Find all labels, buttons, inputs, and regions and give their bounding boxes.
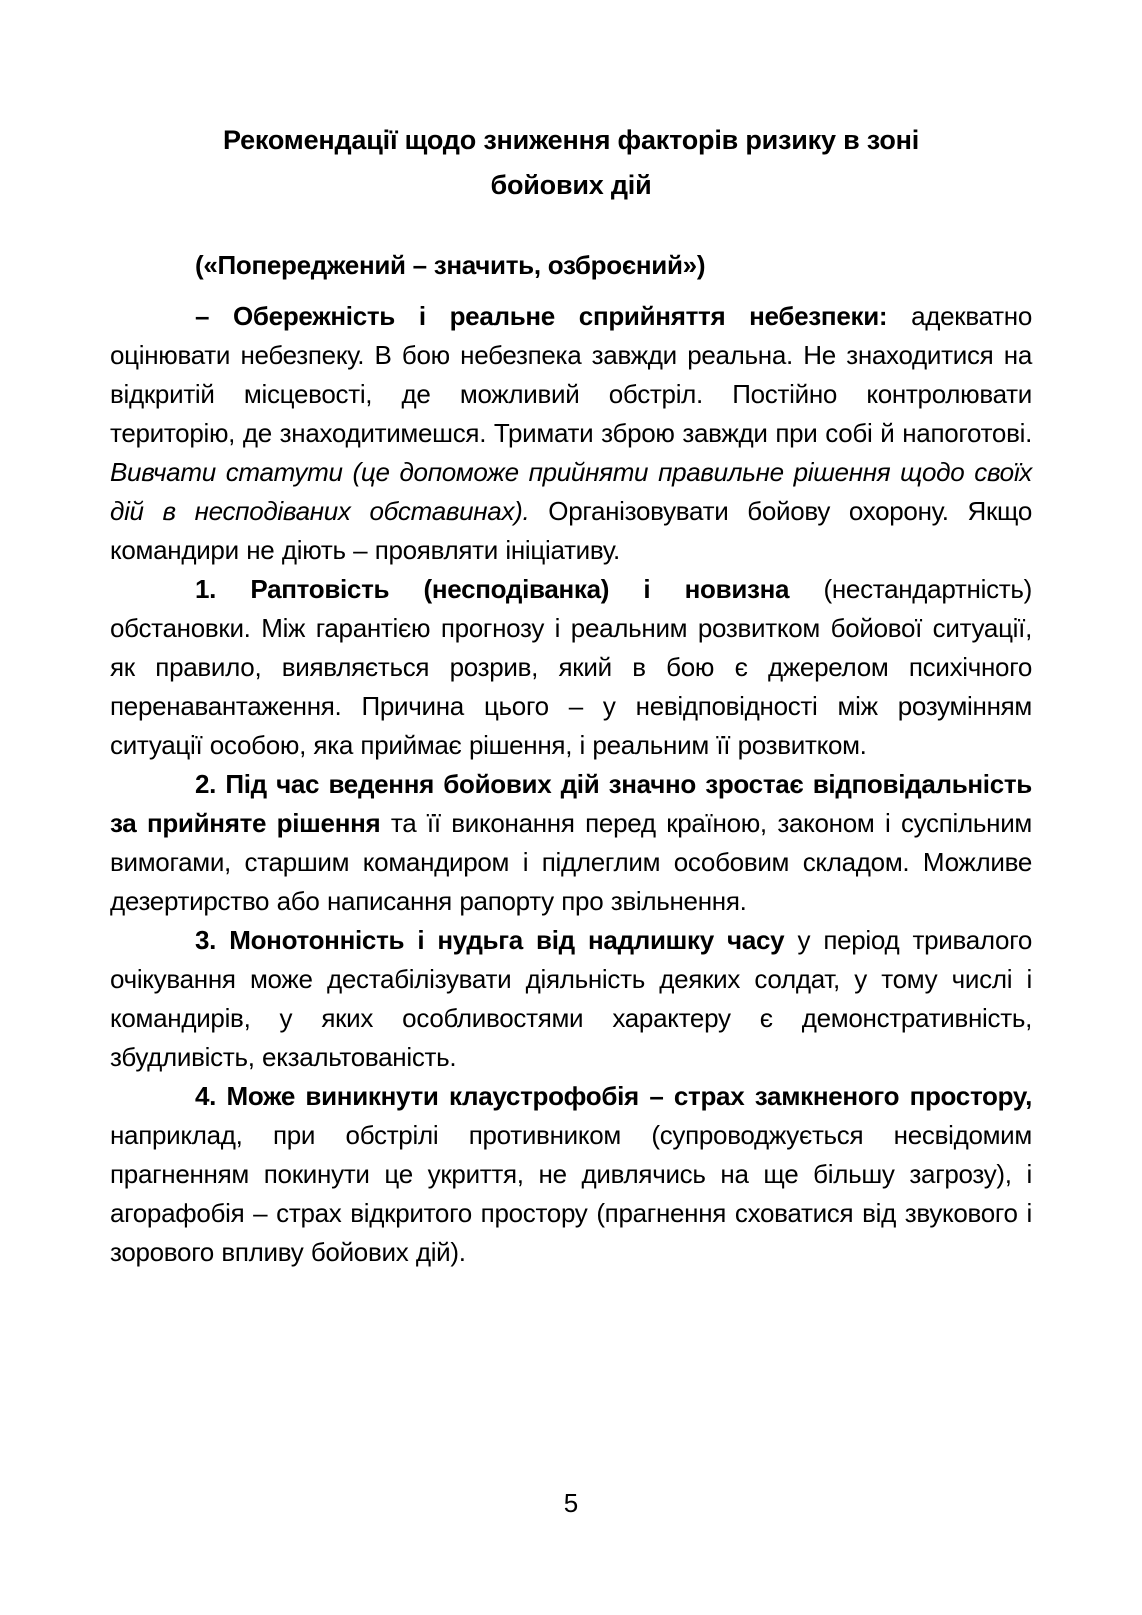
text-run: адекватно оцінювати небезпеку. В бою небезпека завжди реальна. Не знаходитися на відкритій місцевості, де можливий обстріл. Постійно контролювати територію, де знаходитимешся. Тримати зброю завжди при собі й напоготові.	[110, 301, 1032, 448]
text-run: наприклад, при обстрілі противником (супроводжується несвідомим прагненням покинути це укриття, не дивлячись на ще більшу загрозу), і агорафобія – страх відкритого простору (прагнення сховатися від звукового і зорового впливу бойових дій).	[110, 1120, 1032, 1267]
text-run: (нестандартність) обстановки. Між гарантією прогнозу і реальним розвитком бойової ситуації, як правило, виявляється розрив, який в бою є джерелом психічного перенавантаження. Причина цього – у невідповідності між розумінням ситуації особою, яка приймає рішення, і реальним її розвитком.	[110, 574, 1032, 760]
paragraph	[110, 765, 1032, 921]
page-number: 5	[563, 1488, 579, 1518]
text-run: Організовувати бойову охорону. Якщо командири не діють – проявляти ініціативу.	[110, 496, 1032, 565]
title-line: Рекомендації щодо зниження факторів ризику в зоні	[222, 125, 920, 155]
text-run: та її виконання перед країною, законом і суспільним вимогами, старшим командиром і підлеглим особовим складом. Можливе дезертирство або написання рапорту про звільнення.	[110, 808, 1032, 916]
paragraph	[110, 921, 1032, 1077]
text-run: 4. Може виникнути клаустрофобія – страх замкненого простору,	[195, 1081, 1032, 1111]
paragraph	[110, 1077, 1032, 1272]
paragraph	[110, 297, 1032, 570]
text-run: 2. Під час ведення бойових дій значно зростає відповідальність за прийняте рішення	[110, 769, 1032, 838]
text-run: – Обережність і реальне сприйняття небезпеки:	[195, 301, 912, 331]
document-body	[110, 297, 1032, 1272]
text-run: Вивчати статути (це допоможе прийняти правильне рішення щодо своїх дій в несподіваних обставинах).	[110, 457, 1032, 526]
paragraph	[110, 570, 1032, 765]
document-subtitle: («Попереджений – значить, озброєний»)	[195, 250, 706, 280]
text-run: 3. Монотонність і нудьга від надлишку часу	[195, 925, 798, 955]
title-line: бойових дій	[490, 170, 652, 200]
text-run: 1. Раптовість (несподіванка) і новизна	[195, 574, 824, 604]
text-run: у період тривалого очікування може дестабілізувати діяльність деяких солдат, у тому числі і командирів, у яких особливостями характеру є демонстративність, збудливість, екзальтованість.	[110, 925, 1032, 1072]
document-title	[110, 118, 1032, 208]
